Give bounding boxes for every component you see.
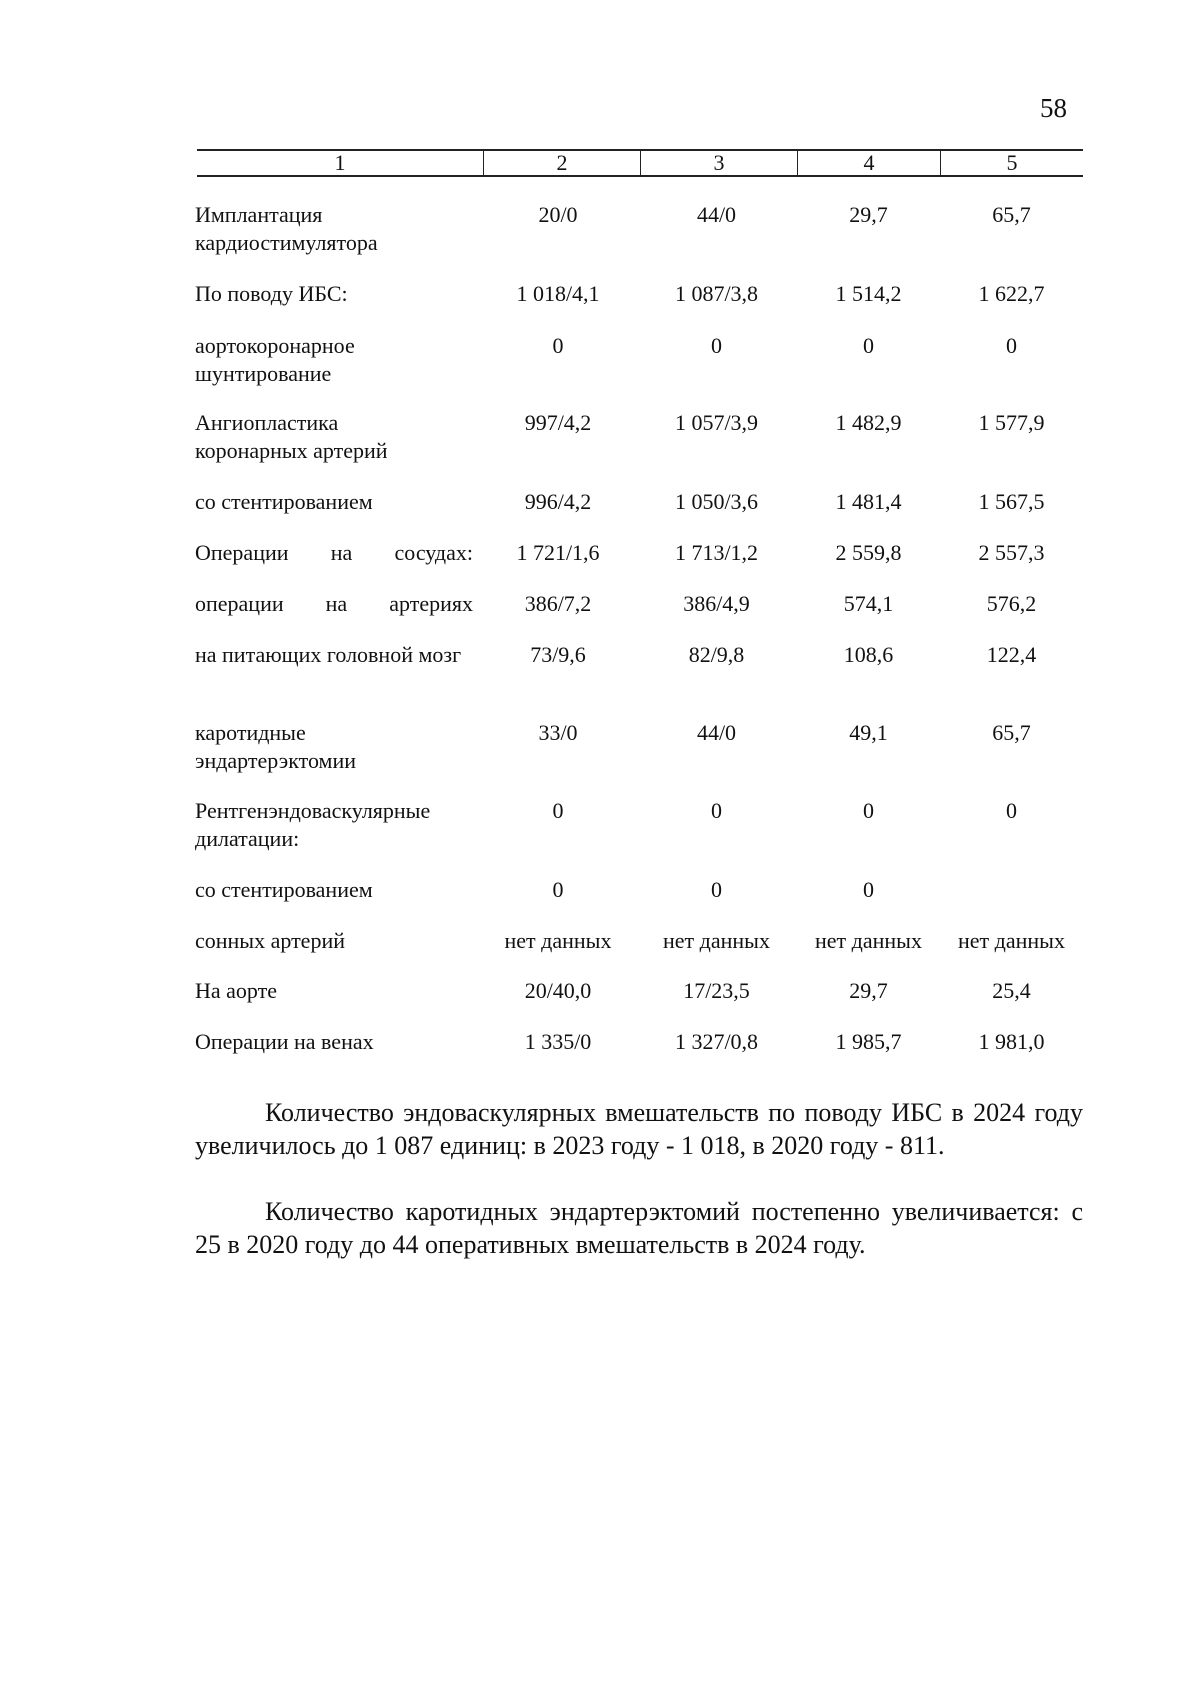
table-cell: 1 985,7 xyxy=(835,1029,902,1054)
page-number: 58 xyxy=(1040,93,1067,123)
table-cell: 1 050/3,6 xyxy=(674,489,759,514)
table-header xyxy=(197,149,1083,177)
table-cell: 25,4 xyxy=(992,978,1031,1003)
table-cell: 29,7 xyxy=(849,202,888,227)
table-cell: 1 335/0 xyxy=(524,1029,592,1054)
table-cell: 17/23,5 xyxy=(683,978,750,1003)
table-cell: 997/4,2 xyxy=(524,410,592,435)
table-cell: 0 xyxy=(552,877,564,902)
table-cell: нет данных xyxy=(958,928,1065,953)
table-cell: 0 xyxy=(711,333,722,358)
body-paragraph: Количество эндоваскулярных вмешательств по поводу ИБС в 2024 году увеличилось до 1 087 единиц: в 2023 году - 1 018, в 2020 году - 811. xyxy=(195,1098,1083,1160)
table-cell: 0 xyxy=(711,798,722,823)
table-cell: 0 xyxy=(1006,333,1017,358)
table-header-cell: 2 xyxy=(484,151,641,175)
table-cell: 20/40,0 xyxy=(524,978,592,1003)
row-label: сонных артерий xyxy=(195,928,345,953)
table-cell: нет данных xyxy=(663,928,770,953)
table-cell: 1 713/1,2 xyxy=(674,540,759,565)
table-cell: 0 xyxy=(863,798,874,823)
table-cell: 1 577,9 xyxy=(978,410,1045,435)
table-cell: 996/4,2 xyxy=(524,489,592,514)
table-cell: 576,2 xyxy=(986,591,1037,616)
table-cell: 108,6 xyxy=(843,642,894,667)
table-cell: 82/9,8 xyxy=(688,642,745,667)
table-cell: 386/7,2 xyxy=(524,591,592,616)
row-label: По поводу ИБС: xyxy=(195,281,348,306)
table-header-cell: 5 xyxy=(1006,150,1018,175)
table-cell: 1 018/4,1 xyxy=(516,281,600,306)
row-label: На аорте xyxy=(195,978,278,1003)
table-header-cell: 3 xyxy=(641,151,798,175)
table-cell: 44/0 xyxy=(696,720,737,745)
table-cell: 1 514,2 xyxy=(835,281,902,306)
table-cell: 1 981,0 xyxy=(978,1029,1045,1054)
table-cell: нет данных xyxy=(815,928,922,953)
table-cell: 65,7 xyxy=(992,720,1031,745)
body-paragraph: Количество каротидных эндартерэктомий постепенно увеличивается: с 25 в 2020 году до 44 оперативных вмешательств в 2024 году. xyxy=(195,1197,1083,1259)
table-cell: 0 xyxy=(711,877,722,902)
table-cell: 1 327/0,8 xyxy=(674,1029,759,1054)
table-cell: 574,1 xyxy=(843,591,894,616)
table-cell: 0 xyxy=(552,798,564,823)
table-cell: 1 721/1,6 xyxy=(516,540,600,565)
row-label: операции на артериях xyxy=(195,591,473,616)
table-cell: 20/0 xyxy=(538,202,578,227)
table-cell: 73/9,6 xyxy=(530,642,586,667)
table-cell: 0 xyxy=(863,877,874,902)
row-label: Операции на сосудах: xyxy=(195,540,473,565)
table-cell: 1 567,5 xyxy=(978,489,1045,514)
table-cell: 0 xyxy=(1006,798,1017,823)
row-label: со стентированием xyxy=(195,877,373,902)
table-cell: 49,1 xyxy=(849,720,888,745)
table-cell: 33/0 xyxy=(538,720,578,745)
table-cell: 1 622,7 xyxy=(978,281,1045,306)
row-label: Рентгенэндоваскулярные дилатации: xyxy=(195,798,431,851)
table-cell: нет данных xyxy=(504,928,612,953)
table-header-cell: 4 xyxy=(798,151,941,175)
table-header-cell: 1 xyxy=(197,151,484,175)
table-cell: 44/0 xyxy=(696,202,737,227)
row-label: Имплантация кардиостимулятора xyxy=(195,202,378,255)
row-label: аортокоронарное шунтирование xyxy=(195,333,355,386)
table-cell: 29,7 xyxy=(849,978,888,1003)
row-label: на питающих головной мозг xyxy=(195,642,462,667)
table-cell: 1 057/3,9 xyxy=(674,410,759,435)
table-cell: 0 xyxy=(552,333,564,358)
table-cell: 1 087/3,8 xyxy=(674,281,759,306)
table-cell: 1 481,4 xyxy=(835,489,902,514)
table-cell: 386/4,9 xyxy=(683,591,750,616)
table-cell: 2 557,3 xyxy=(978,540,1045,565)
row-label: со стентированием xyxy=(195,489,373,514)
table-cell: 0 xyxy=(863,333,874,358)
row-label: Ангиопластика коронарных артерий xyxy=(195,410,388,463)
table-cell: 65,7 xyxy=(992,202,1031,227)
row-label: каротидные эндартерэктомии xyxy=(195,720,357,773)
row-label: Операции на венах xyxy=(195,1029,374,1054)
table-cell: 1 482,9 xyxy=(835,410,902,435)
table-cell: 122,4 xyxy=(986,642,1037,667)
table-cell: 2 559,8 xyxy=(835,540,902,565)
